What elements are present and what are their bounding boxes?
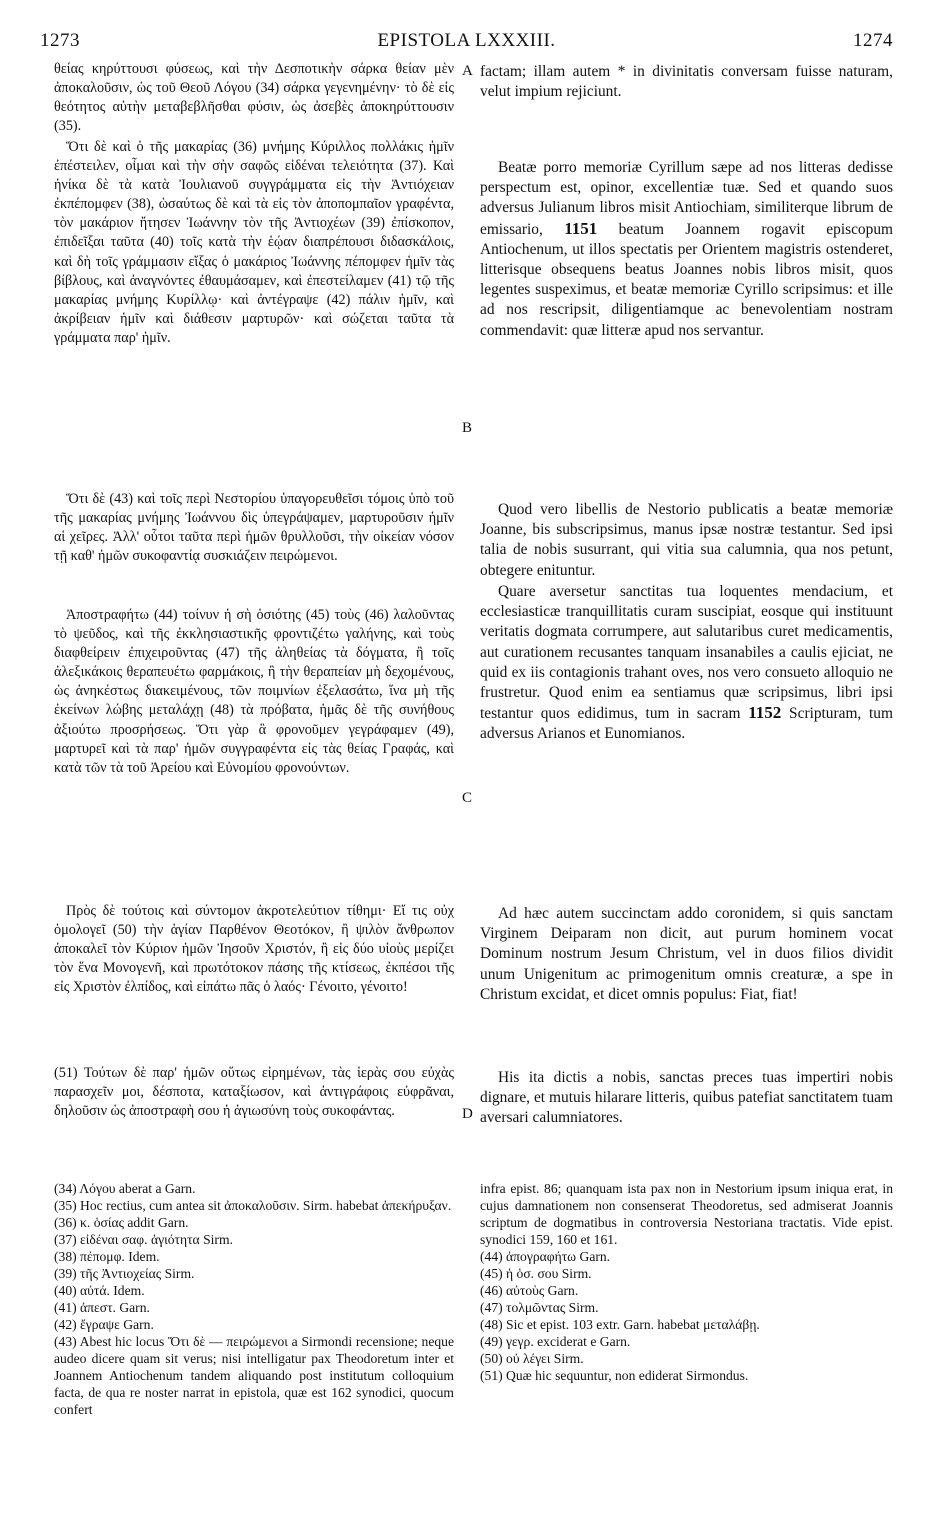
latin-paragraph-2: Beatæ porro memoriæ Cyrillum sæpe ad nos litteras dedisse perspectum est, opinor, excellentiæ tuæ. Sed et quando suos adversus Julianum libros misit Antiochiam, similiterque librum de emissario, 1151 beatum Joannem rogavit episcopum Antiochenum, ut illos spectatis per Orientem magistris ostenderet, litterisque obsequens beatus Joannes nobis libros misit, quos legentes suspeximus, et beatæ memoriæ Cyrillo scripsimus: et ille ad nos rescripsit, diligentiamque ac benevolentiam nostram commendavit: quæ litteræ apud nos servantur. <box>480 159 893 339</box>
footnote: (43) Abest hic locus Ὅτι δὲ — πειρώμενοι a Sirmondi recensione; neque audeo dicere quam sit verus; nisi intelligatur pax Theodoretum inter et Joannem Antiochenum tandem aliquando post institutum colloquium facta, de qua re noster narrat in epistola, quæ est 162 synodici, quocum confert <box>54 1334 454 1417</box>
latin-paragraph-4: Quare aversetur sanctitas tua loquentes mendacium, et ecclesiasticæ tranquillitatis curam suscipiat, eosque qui instituunt veritatis dogmata corrumpere, aut salutaribus curet medicamentis, aut curationem recusantes tanquam insanabiles a caulis ejiciat, ne quid ex iis contagionis trahant oves, nos vero consueto alloquio ne frustretur. Quod enim ea sentiamus quæ scripsimus, libri ipsi testantur quos edidimus, tum in sacram 1152 Scripturam, tum adversus Arianos et Eunomianos. <box>480 583 893 743</box>
greek-paragraph-4: Ἀποστραφήτω (44) τοίνυν ἡ σὴ ὁσιότης (45) τοὺς (46) λαλοῦντας τὸ ψεῦδος, καὶ τῆς ἐκκλησιαστικῆς φροντιζέτω γαλήνης, καὶ τοὺς διαφθείρειν ἐπιχειροῦντας (47) τῆς ἀληθείας τὰ δόγματα, ἢ τοῖς ἀλεξικάκοις θεραπευέτω φαρμάκοις, ἢ τὴν θεραπείαν μὴ δεχομένους, ὡς ἀνηκέστως διακειμένους, τῶν ποιμνίων ἐξελασάτω, ἵνα μὴ τῆς ἐκείνων λώβης μεταλάχῃ (48) τὰ πρόβατα, ἡμᾶς δὲ τῆς συνήθους ἀξιούτω προσρήσεως. Ὅτι γὰρ ἃ φρονοῦμεν γεγράφαμεν (49), μαρτυρεῖ καὶ τὰ παρ' ἡμῶν συγγραφέντα εἰς τὰς θείας Γραφάς, καὶ κατὰ τῶν τὰ τοῦ Ἀρείου καὶ Εὐνομίου φρονούντων. <box>54 607 454 776</box>
greek-paragraph-3: Ὅτι δὲ (43) καὶ τοῖς περὶ Νεστορίου ὑπαγορευθεῖσι τόμοις ὑπὸ τοῦ τῆς μακαρίας μνήμης Ἰωάννου δὶς ὑπεγράψαμεν, μαρτυροῦσιν ἡμῖν αἱ χεῖρες. Ἀλλ' οὗτοι ταῦτα περὶ ἡμῶν θρυλλοῦσι, τὴν οἰκείαν νόσον τῇ καθ' ἡμῶν συκοφαντίᾳ συσκιάζειν πειρώμενοι. <box>54 491 454 565</box>
column-number-1151: 1151 <box>564 218 598 238</box>
greek-paragraph-2: Ὅτι δὲ καὶ ὁ τῆς μακαρίας (36) μνήμης Κύριλλος πολλάκις ἡμῖν ἐπέστειλεν, οἶμαι καὶ τὴν σὴν σαφῶς εἰδέναι τελειότητα (37). Καὶ ἡνίκα δὲ τὰ κατὰ Ἰουλιανοῦ συγγράμματα εἰς τὴν Ἀντιόχειαν ἐκπέπομφεν (38), ὡσαύτως δὲ καὶ τὰ εἰς τὸν ἀποπομπαῖον γραφέντα, τὸν μακάριον ἤτησεν Ἰωάννην τὸν τῆς Ἀντιοχέων (39) ἐπίσκοπον, ἐπιδεῖξαι ταῦτα (40) τοῖς κατὰ τὴν ἑῴαν διαπρέπουσι διδασκάλοις, καὶ δὴ τοῖς γράμμασιν εἴξας ὁ μακάριος Ἰωάννης πέπομφεν ἡμῖν τὰς βίβλους, καὶ ἀναγνόντες ἐθαυμάσαμεν, καὶ ἐπεστείλαμεν (41) τῷ τῆς μακαρίας μνήμης Κυρίλλῳ· καὶ ἀντέγραψε (42) πάλιν ἡμῖν, καὶ ἀκρίβειαν ἡμῖν καὶ διάθεσιν μαρτυρῶν· καὶ σώζεται ταῦτα τὰ γράμματα παρ' ἡμῖν. <box>54 139 454 346</box>
greek-paragraph-5: Πρὸς δὲ τούτοις καὶ σύντομον ἀκροτελεύτιον τίθημι· Εἴ τις οὐχ ὁμολογεῖ (50) τὴν ἁγίαν Παρθένον Θεοτόκον, ἢ ψιλὸν ἄνθρωπον ἀποκαλεῖ τὸν Κύριον ἡμῶν Ἰησοῦν Χριστόν, ἢ εἰς δύο υἱοὺς μερίζει τὸν ἕνα Μονογενῆ, καὶ πρωτότοκον πάσης τῆς κτίσεως, ἐκπέσοι τῆς εἰς Χριστὸν ἐλπίδος, καὶ εἰπάτω πᾶς ὁ λαός· Γένοιτο, γένοιτο! <box>54 903 454 996</box>
greek-paragraph-1: θείας κηρύττουσι φύσεως, καὶ τὴν Δεσποτικὴν σάρκα θείαν μὲν ἀποκαλοῦσιν, ὡς τοῦ Θεοῦ Λόγου (34) σάρκα γεγενημένην· τὸ δὲ εἰς θεότητος αὐτὴν μεταβεβλῆσθαι φύσιν, ὡς ἀσεβὲς ἀποκηρύττουσιν (35). <box>54 61 454 135</box>
footnote: (35) Hoc rectius, cum antea sit ἀποκαλοῦσιν. Sirm. habebat ἀπεκήρυξαν. <box>54 1198 452 1213</box>
page-title: EPISTOLA LXXXIII. <box>377 30 556 51</box>
footnote: (45) ἡ ὁσ. σου Sirm. <box>480 1266 592 1281</box>
footnote: (38) πέπομφ. Idem. <box>54 1249 160 1264</box>
footnote: (47) τολμῶντας Sirm. <box>480 1300 599 1315</box>
footnote: (34) Λόγου aberat a Garn. <box>54 1181 196 1196</box>
column-number-1152: 1152 <box>748 703 782 723</box>
footnote: (41) ἀπεστ. Garn. <box>54 1300 150 1315</box>
footnote: (46) αὐτοὺς Garn. <box>480 1283 579 1298</box>
footnote: (51) Quæ hic sequuntur, non ediderat Sirmondus. <box>480 1368 749 1383</box>
latin-paragraph-1: factam; illam autem * in divinitatis conversam fuisse naturam, velut impium rejiciunt. <box>480 63 893 101</box>
footnote: (50) οὐ λέγει Sirm. <box>480 1351 584 1366</box>
footnotes-left <box>54 1180 454 1418</box>
footnote: (36) κ. ὁσίας addit Garn. <box>54 1215 189 1230</box>
latin-paragraph-3: Quod vero libellis de Nestorio publicatis a beatæ memoriæ Joanne, bis subscripsimus, manus ipsæ nostræ testantur. Sed ipsi talia de nobis susurrant, qui vitia sua calumnia, qua nos petunt, obtegere enituntur. <box>480 501 893 579</box>
greek-paragraph-6: (51) Τούτων δὲ παρ' ἡμῶν οὕτως εἰρημένων, τὰς ἱερὰς σου εὐχὰς παρασχεῖν μοι, δέσποτα, καταξίωσον, καὶ ἀντιγράφοις εὐφρᾶναι, δηλοῦσιν ὡς ἀποστραφὴ σου ἡ ἁγιωσύνη τοὺς συκοφάντας. <box>54 1065 454 1120</box>
footnote: (44) ἀπογραφήτω Garn. <box>480 1249 611 1264</box>
footnote: (42) ἔγραψε Garn. <box>54 1317 154 1332</box>
footnotes-right <box>480 1180 893 1384</box>
footnote: infra epist. 86; quanquam ista pax non in Nestorium ipsum iniqua erat, in cujus damnationem non consenserat Theodoretus, sed admiserat Joannis scriptum de dogmatibus in controversia Nestoriana tractatis. Vide epist. synodici 159, 160 et 161. <box>480 1181 893 1247</box>
margin-marker-d: D <box>462 1106 473 1122</box>
margin-marker-b: B <box>462 420 473 436</box>
footnote: (37) εἰδέναι σαφ. ἁγιότητα Sirm. <box>54 1232 233 1247</box>
footnote: (40) αὐτά. Idem. <box>54 1283 145 1298</box>
margin-marker-a: A <box>462 63 473 79</box>
footnote: (48) Sic et epist. 103 extr. Garn. habebat μεταλάβῃ. <box>480 1317 760 1332</box>
latin-paragraph-6: His ita dictis a nobis, sanctas preces tuas impertiri nobis dignare, et mutuis hilarare litteris, quibus patefiat sanctitatem tuam aversari calumniatores. <box>480 1069 893 1127</box>
page-number-left: 1273 <box>40 30 80 51</box>
page-number-right: 1274 <box>853 30 893 51</box>
footnote: (49) γεγρ. exciderat e Garn. <box>480 1334 631 1349</box>
footnote: (39) τῆς Ἀντιοχείας Sirm. <box>54 1266 195 1281</box>
running-header <box>40 30 893 56</box>
latin-paragraph-5: Ad hæc autem succinctam addo coronidem, si quis sanctam Virginem Deiparam non dicit, aut purum hominem vocat Dominum nostrum Jesum Christum, vel in duos filios dividit unum Unigenitum ac primogenitum omnis creaturæ, a spe in Christum excidat, et dicet omnis populus: Fiat, fiat! <box>480 905 893 1003</box>
margin-marker-c: C <box>462 790 473 806</box>
